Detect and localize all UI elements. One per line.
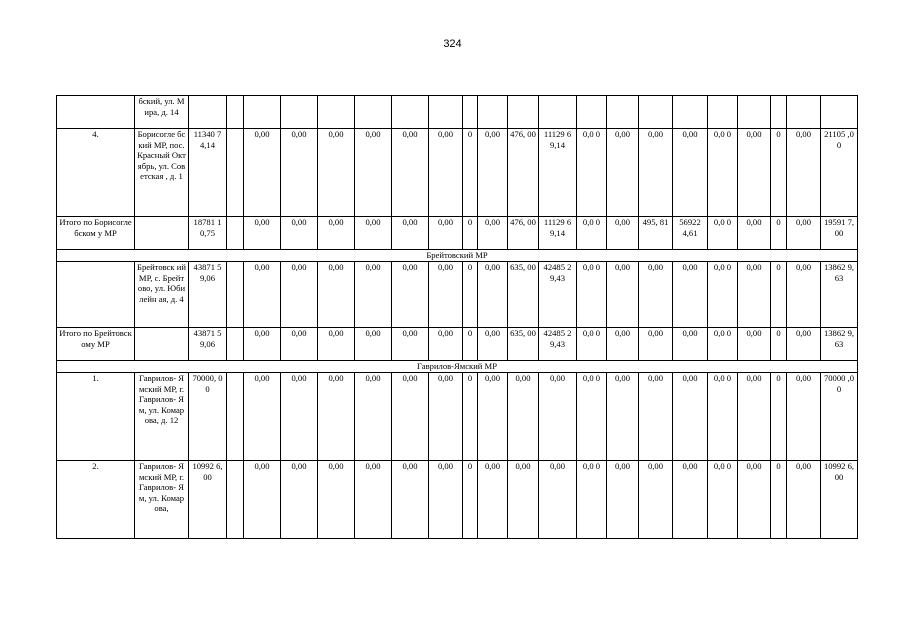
value-cell: 0,00 <box>318 217 355 250</box>
value-cell: 0,00 <box>281 373 318 461</box>
row-number-cell <box>57 262 135 328</box>
value-cell: 0,0 0 <box>708 373 738 461</box>
value-cell <box>392 96 429 129</box>
value-cell: 0,0 0 <box>577 129 607 217</box>
value-cell: 0,00 <box>607 373 639 461</box>
value-cell: 0,00 <box>392 217 429 250</box>
value-cell: 0,00 <box>607 129 639 217</box>
value-cell: 0,00 <box>244 217 281 250</box>
value-cell <box>429 96 463 129</box>
value-cell: 0,0 0 <box>577 262 607 328</box>
table-row <box>57 96 858 129</box>
value-cell: 0 <box>463 373 478 461</box>
value-cell: 0,00 <box>281 129 318 217</box>
value-cell: 0,00 <box>318 461 355 539</box>
value-cell <box>607 96 639 129</box>
value-cell: 0,00 <box>639 328 673 361</box>
value-cell: 13862 9,63 <box>821 328 858 361</box>
value-cell: 43871 59,06 <box>189 262 227 328</box>
value-cell: 0 <box>771 262 787 328</box>
row-number-cell: Итого по Брейтовскому МР <box>57 328 135 361</box>
value-cell: 0,00 <box>787 217 821 250</box>
value-cell: 0,0 0 <box>577 217 607 250</box>
value-cell <box>227 217 244 250</box>
address-cell: Борисогле бский МР, пос. Красный Октябрь, ул. Советская , д. 1 <box>135 129 189 217</box>
value-cell: 495, 81 <box>639 217 673 250</box>
value-cell: 0,00 <box>478 461 508 539</box>
value-cell <box>787 96 821 129</box>
value-cell: 0,00 <box>639 129 673 217</box>
value-cell <box>508 96 539 129</box>
value-cell: 0,00 <box>478 328 508 361</box>
value-cell: 0,00 <box>318 328 355 361</box>
value-cell: 0,00 <box>244 262 281 328</box>
value-cell: 10992 6,00 <box>821 461 858 539</box>
value-cell: 0,0 0 <box>708 217 738 250</box>
value-cell: 0,0 0 <box>708 328 738 361</box>
value-cell: 0,00 <box>639 461 673 539</box>
value-cell: 0,00 <box>355 373 392 461</box>
value-cell: 0,0 0 <box>577 461 607 539</box>
value-cell: 0,00 <box>478 217 508 250</box>
value-cell: 0 <box>463 262 478 328</box>
value-cell: 0,00 <box>738 328 771 361</box>
value-cell <box>318 96 355 129</box>
value-cell: 0,00 <box>478 262 508 328</box>
value-cell: 42485 29,43 <box>539 328 577 361</box>
value-cell: 0,0 0 <box>577 373 607 461</box>
value-cell: 0,00 <box>392 461 429 539</box>
row-number-cell <box>57 96 135 129</box>
value-cell: 0,00 <box>355 262 392 328</box>
value-cell: 0,00 <box>607 217 639 250</box>
value-cell <box>738 96 771 129</box>
table-row <box>57 217 858 250</box>
value-cell <box>355 96 392 129</box>
value-cell: 11129 69,14 <box>539 217 577 250</box>
value-cell <box>539 96 577 129</box>
address-cell: Гаврилов- Ямский МР, г. Гаврилов- Ям, ул. Комарова, д. 12 <box>135 373 189 461</box>
value-cell: 476, 00 <box>508 217 539 250</box>
value-cell: 0 <box>771 129 787 217</box>
value-cell: 70000 ,00 <box>821 373 858 461</box>
value-cell: 0 <box>771 373 787 461</box>
value-cell: 0 <box>463 217 478 250</box>
value-cell: 0,00 <box>738 217 771 250</box>
value-cell: 0,00 <box>539 373 577 461</box>
value-cell: 0,00 <box>607 262 639 328</box>
value-cell: 0,00 <box>607 461 639 539</box>
value-cell: 0,00 <box>673 129 708 217</box>
address-cell: бский, ул. Мира, д. 14 <box>135 96 189 129</box>
value-cell: 42485 29,43 <box>539 262 577 328</box>
value-cell: 21105 ,00 <box>821 129 858 217</box>
table-row <box>57 328 858 361</box>
value-cell: 0,00 <box>244 373 281 461</box>
value-cell: 0 <box>771 328 787 361</box>
value-cell <box>708 96 738 129</box>
value-cell <box>577 96 607 129</box>
value-cell: 11340 74,14 <box>189 129 227 217</box>
value-cell: 0,00 <box>738 262 771 328</box>
value-cell: 0,00 <box>355 217 392 250</box>
value-cell: 0,00 <box>355 328 392 361</box>
address-cell: Брейтовск ий МР, с. Брейтово, ул. Юбилейн ая, д. 4 <box>135 262 189 328</box>
table-row <box>57 461 858 539</box>
value-cell <box>673 96 708 129</box>
value-cell: 19591 7,00 <box>821 217 858 250</box>
value-cell: 0,00 <box>787 262 821 328</box>
value-cell: 0,00 <box>508 373 539 461</box>
value-cell: 0,0 0 <box>708 129 738 217</box>
value-cell: 0,00 <box>429 461 463 539</box>
value-cell: 0,00 <box>392 373 429 461</box>
value-cell <box>227 96 244 129</box>
value-cell: 0,00 <box>318 373 355 461</box>
value-cell: 0,00 <box>281 461 318 539</box>
data-table <box>56 95 858 539</box>
value-cell <box>281 96 318 129</box>
value-cell: 13862 9,63 <box>821 262 858 328</box>
row-number-cell: 2. <box>57 461 135 539</box>
value-cell: 0,00 <box>478 373 508 461</box>
value-cell: 0,00 <box>281 262 318 328</box>
value-cell: 0 <box>463 328 478 361</box>
value-cell: 10992 6,00 <box>189 461 227 539</box>
value-cell <box>478 96 508 129</box>
page-number: 324 <box>443 38 462 50</box>
value-cell: 0,00 <box>673 328 708 361</box>
section-header-row <box>57 250 858 262</box>
value-cell: 0,00 <box>392 129 429 217</box>
table-row <box>57 262 858 328</box>
value-cell: 0,00 <box>244 461 281 539</box>
value-cell: 0 <box>771 217 787 250</box>
value-cell: 0,00 <box>244 129 281 217</box>
value-cell: 0,00 <box>355 129 392 217</box>
value-cell: 0 <box>463 461 478 539</box>
value-cell: 0,00 <box>639 373 673 461</box>
value-cell: 0,00 <box>673 373 708 461</box>
table-row <box>57 129 858 217</box>
row-number-cell: Итого по Борисоглебском у МР <box>57 217 135 250</box>
value-cell <box>771 96 787 129</box>
address-cell <box>135 328 189 361</box>
value-cell: 0,00 <box>787 461 821 539</box>
value-cell <box>227 373 244 461</box>
value-cell <box>189 96 227 129</box>
value-cell: 0,00 <box>244 328 281 361</box>
value-cell: 0,00 <box>281 328 318 361</box>
value-cell: 0,00 <box>673 461 708 539</box>
value-cell: 0,00 <box>318 129 355 217</box>
value-cell: 0,0 0 <box>577 328 607 361</box>
value-cell: 0,00 <box>639 262 673 328</box>
value-cell: 56922 4,61 <box>673 217 708 250</box>
value-cell: 18781 10,75 <box>189 217 227 250</box>
value-cell: 0,00 <box>355 461 392 539</box>
value-cell <box>821 96 858 129</box>
value-cell: 0,00 <box>429 129 463 217</box>
value-cell: 476, 00 <box>508 129 539 217</box>
value-cell: 0,00 <box>318 262 355 328</box>
value-cell <box>227 328 244 361</box>
value-cell: 0,00 <box>673 262 708 328</box>
value-cell: 0,00 <box>787 373 821 461</box>
value-cell: 0,00 <box>787 129 821 217</box>
section-header-row <box>57 361 858 373</box>
address-cell: Гаврилов- Ямский МР, г. Гаврилов- Ям, ул. Комарова, <box>135 461 189 539</box>
value-cell: 11129 69,14 <box>539 129 577 217</box>
value-cell <box>463 96 478 129</box>
value-cell: 0 <box>463 129 478 217</box>
value-cell: 0,00 <box>607 328 639 361</box>
value-cell <box>227 262 244 328</box>
row-number-cell: 1. <box>57 373 135 461</box>
value-cell: 0,00 <box>478 129 508 217</box>
value-cell: 0,00 <box>738 129 771 217</box>
value-cell: 0,00 <box>738 373 771 461</box>
value-cell: 0,00 <box>508 461 539 539</box>
value-cell: 0,0 0 <box>708 461 738 539</box>
value-cell: 0 <box>771 461 787 539</box>
row-number-cell: 4. <box>57 129 135 217</box>
value-cell <box>227 129 244 217</box>
address-cell <box>135 217 189 250</box>
value-cell: 635, 00 <box>508 262 539 328</box>
value-cell: 0,00 <box>429 328 463 361</box>
value-cell: 0,00 <box>429 217 463 250</box>
value-cell: 0,00 <box>429 262 463 328</box>
value-cell <box>244 96 281 129</box>
value-cell: 0,00 <box>539 461 577 539</box>
value-cell <box>227 461 244 539</box>
value-cell: 0,00 <box>392 328 429 361</box>
value-cell <box>639 96 673 129</box>
value-cell: 70000, 00 <box>189 373 227 461</box>
table-row <box>57 373 858 461</box>
value-cell: 0,0 0 <box>708 262 738 328</box>
value-cell: 0,00 <box>738 461 771 539</box>
value-cell: 0,00 <box>281 217 318 250</box>
value-cell: 635, 00 <box>508 328 539 361</box>
value-cell: 0,00 <box>429 373 463 461</box>
value-cell: 0,00 <box>392 262 429 328</box>
section-title: Гаврилов-Ямский МР <box>57 361 858 373</box>
value-cell: 0,00 <box>787 328 821 361</box>
section-title: Брейтовский МР <box>57 250 858 262</box>
value-cell: 43871 59,06 <box>189 328 227 361</box>
